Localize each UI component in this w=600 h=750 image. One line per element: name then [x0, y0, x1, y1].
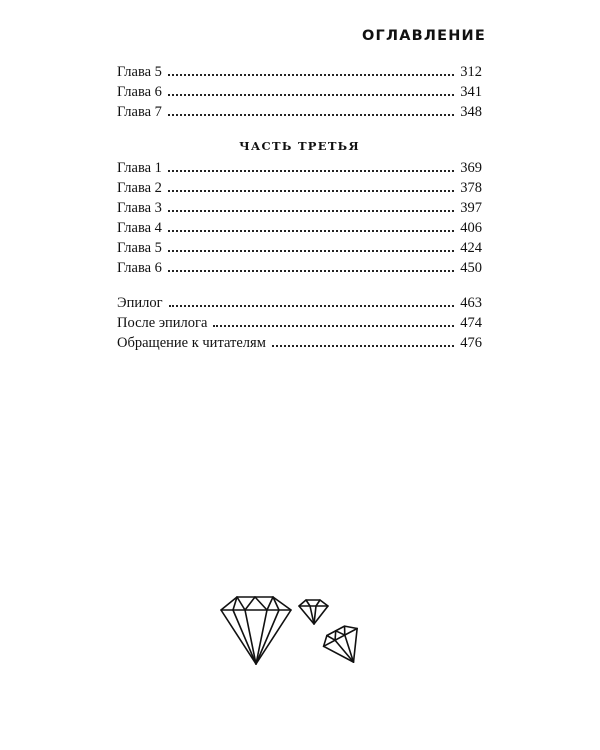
page-title: ОГЛАВЛЕНИЕ: [361, 28, 486, 44]
toc-leader-dots: [272, 344, 454, 347]
toc-entry-label: Глава 5: [117, 64, 162, 80]
toc-entry[interactable]: [117, 295, 482, 315]
toc-entry-page: 474: [460, 315, 482, 331]
large-diamond-icon: [221, 597, 291, 664]
toc-entry-label: Глава 2: [117, 180, 162, 196]
toc-entry-page: 450: [460, 260, 482, 276]
toc-entry-label: Эпилог: [117, 295, 163, 311]
toc-entry-label: Глава 6: [117, 84, 162, 100]
diamonds-icon: [215, 592, 375, 677]
toc-entry[interactable]: [117, 315, 482, 335]
part-heading: ЧАСТЬ ТРЕТЬЯ: [239, 139, 360, 153]
toc-entry[interactable]: [117, 220, 482, 240]
toc-entry-label: Обращение к читателям: [117, 335, 266, 351]
toc-entry-label: Глава 1: [117, 160, 162, 176]
toc-entry[interactable]: [117, 335, 482, 355]
toc-entry[interactable]: [117, 104, 482, 124]
toc-leader-dots: [168, 73, 454, 76]
toc-leader-dots: [168, 93, 454, 96]
toc-leader-dots: [169, 304, 455, 307]
toc-entry-page: 424: [460, 240, 482, 256]
toc-entry-label: Глава 3: [117, 200, 162, 216]
toc-entry-label: Глава 4: [117, 220, 162, 236]
toc-entry[interactable]: [117, 64, 482, 84]
tilted-diamond-icon: [320, 621, 370, 671]
toc-leader-dots: [168, 113, 454, 116]
toc-entry-label: Глава 5: [117, 240, 162, 256]
toc-leader-dots: [168, 169, 454, 172]
toc-section-back-matter: [117, 295, 482, 355]
toc-entry-page: 378: [460, 180, 482, 196]
toc-entry[interactable]: [117, 84, 482, 104]
toc-entry-page: 341: [460, 84, 482, 100]
toc-entry-page: 397: [460, 200, 482, 216]
toc-entry-label: Глава 7: [117, 104, 162, 120]
small-diamond-icon: [299, 600, 328, 624]
toc-entry[interactable]: [117, 180, 482, 200]
toc-leader-dots: [168, 189, 454, 192]
toc-entry-page: 406: [460, 220, 482, 236]
toc-entry-page: 312: [460, 64, 482, 80]
toc-leader-dots: [168, 229, 454, 232]
toc-entry[interactable]: [117, 200, 482, 220]
toc-entry-label: Глава 6: [117, 260, 162, 276]
toc-section-part-three: [117, 160, 482, 280]
toc-leader-dots: [213, 324, 454, 327]
toc-entry-page: 476: [460, 335, 482, 351]
toc-section-part-two: [117, 64, 482, 124]
toc-leader-dots: [168, 249, 454, 252]
toc-entry[interactable]: [117, 260, 482, 280]
toc-entry-page: 369: [460, 160, 482, 176]
toc-entry[interactable]: [117, 240, 482, 260]
toc-leader-dots: [168, 269, 454, 272]
toc-entry-page: 463: [460, 295, 482, 311]
toc-entry[interactable]: [117, 160, 482, 180]
toc-entry-label: После эпилога: [117, 315, 208, 331]
toc-entry-page: 348: [460, 104, 482, 120]
toc-leader-dots: [168, 209, 454, 212]
